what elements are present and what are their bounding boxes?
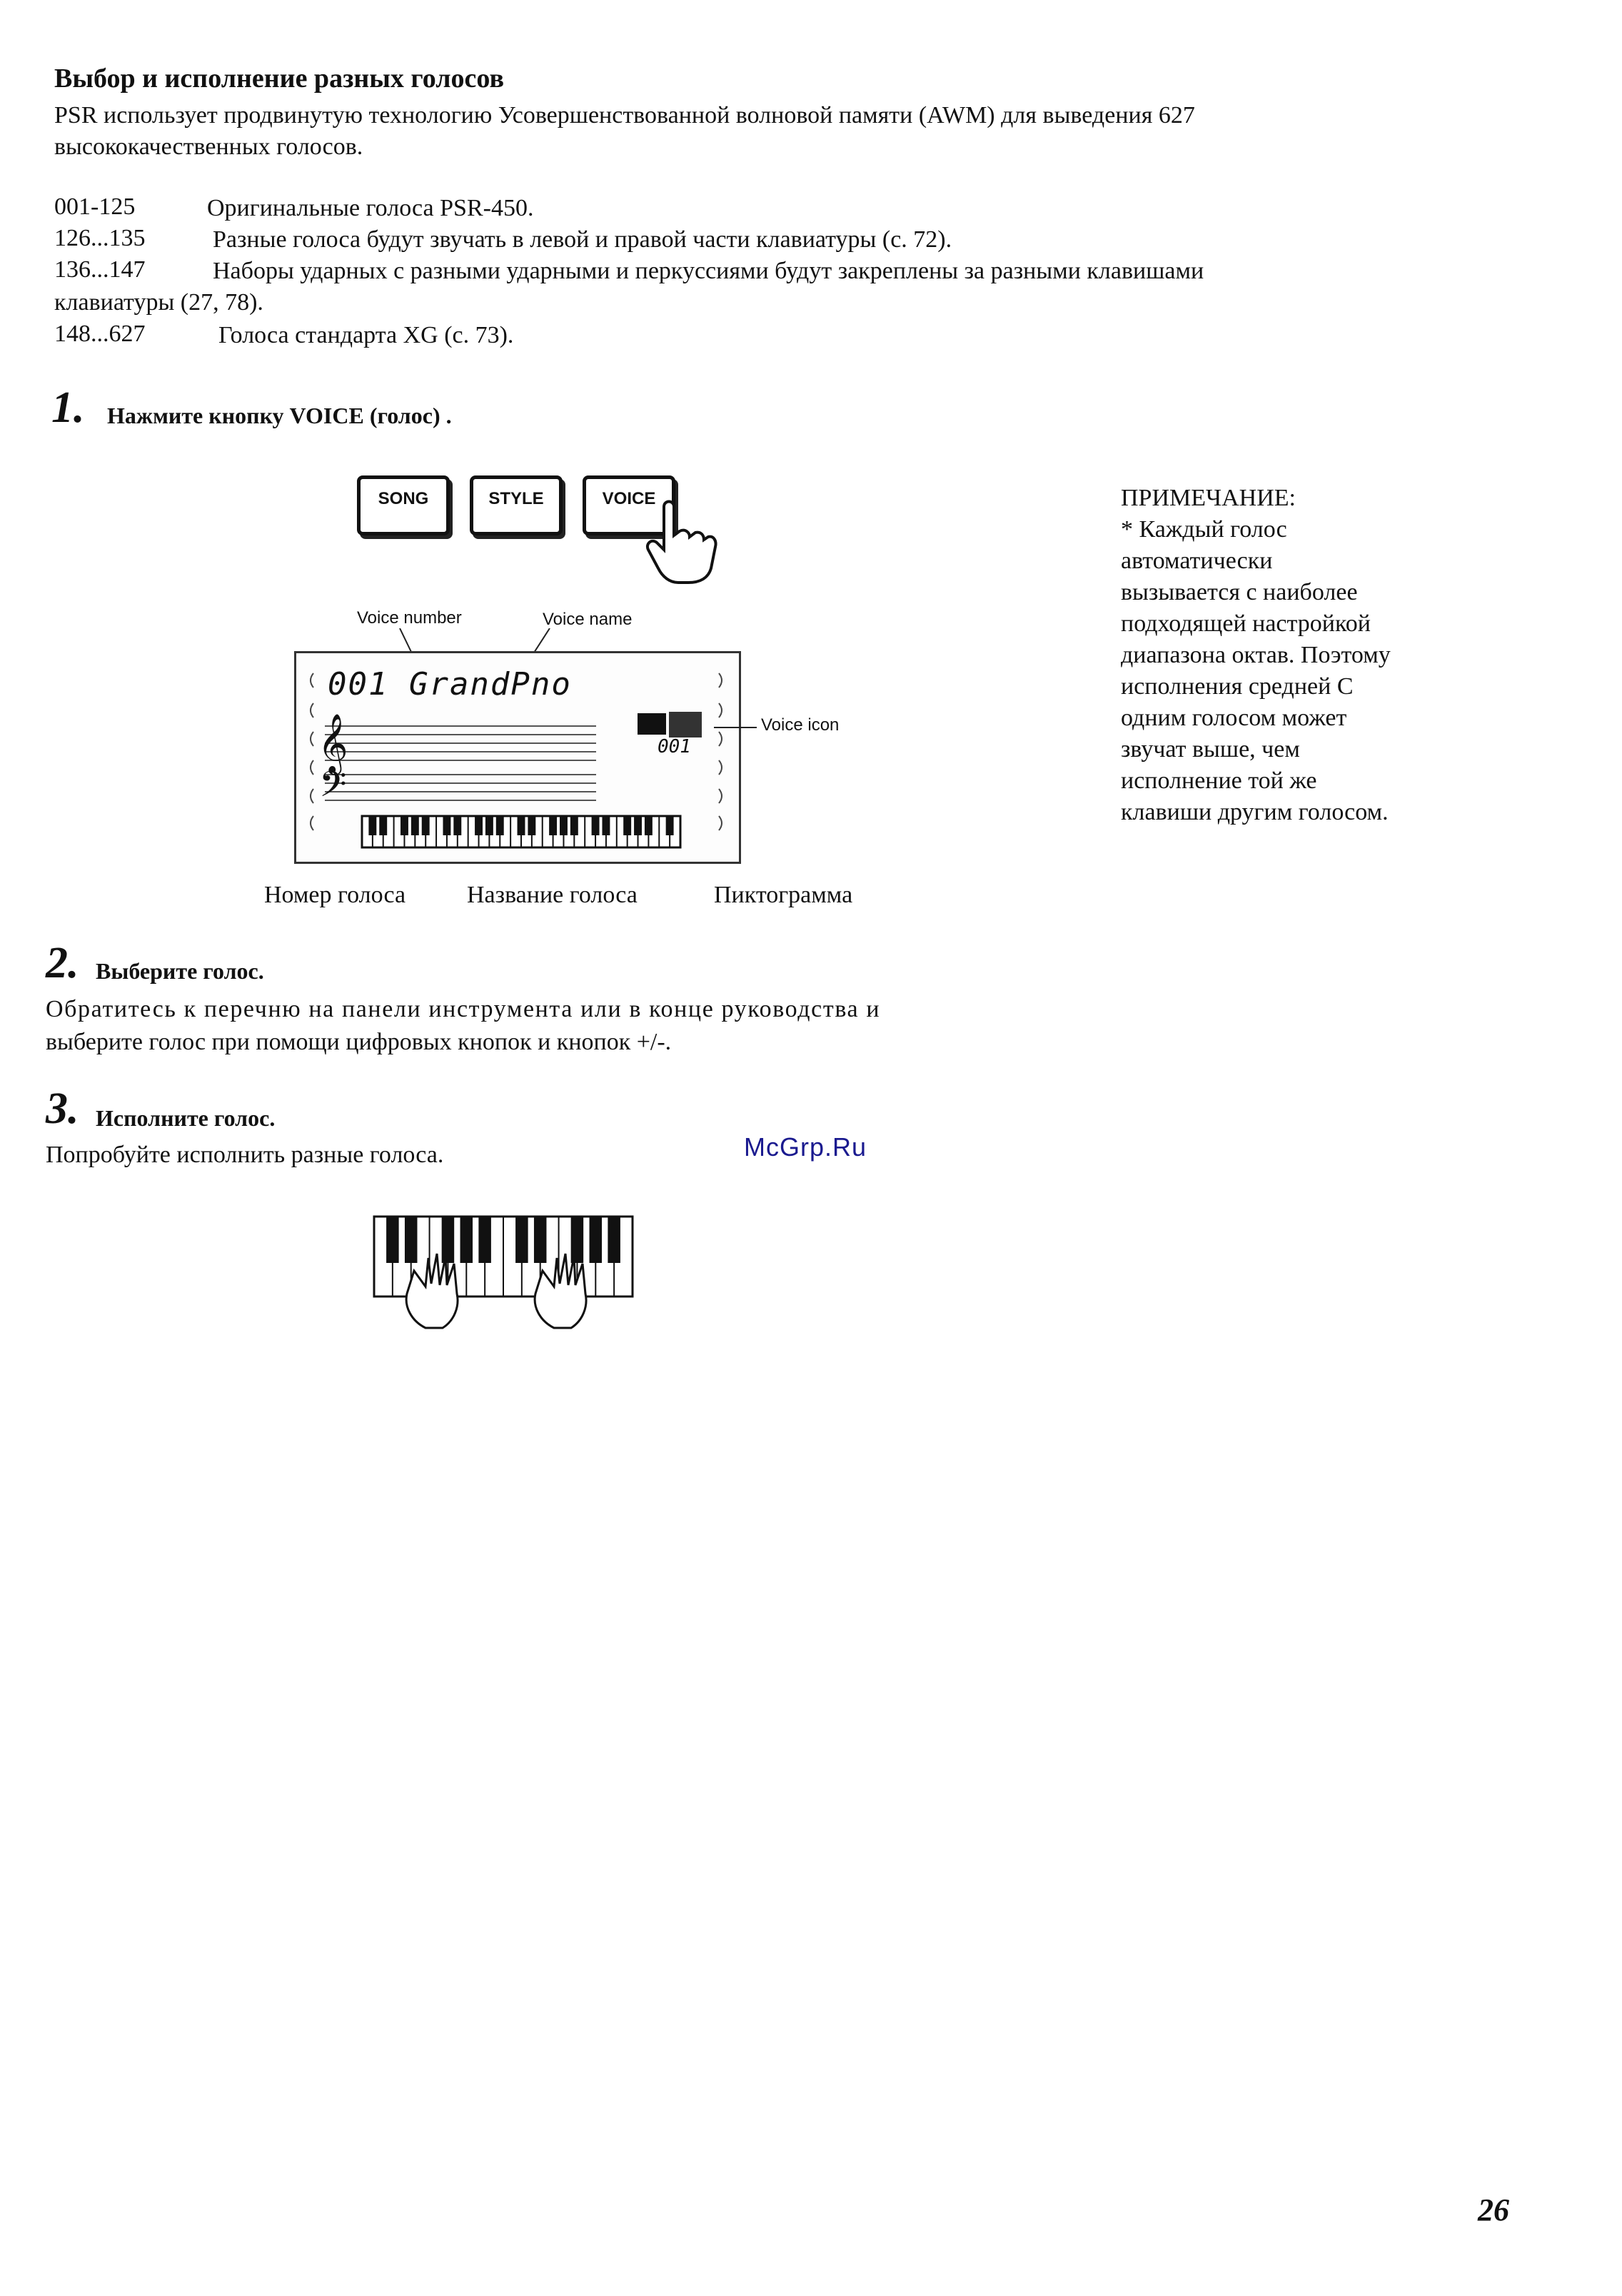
- note-line: вызывается с наиболее: [1121, 579, 1358, 605]
- note-line: автоматически: [1121, 548, 1273, 574]
- black-key: [590, 1217, 602, 1262]
- range-number: 001-125: [54, 193, 136, 220]
- black-key: [387, 1217, 398, 1262]
- black-key: [369, 816, 376, 835]
- voice-icon-callout-line: [714, 724, 758, 731]
- black-key: [518, 816, 525, 835]
- step-3-number: 3.: [46, 1084, 79, 1133]
- caption-voice-icon: Пиктограмма: [714, 882, 853, 908]
- black-key: [380, 816, 386, 835]
- step-2-number: 2.: [46, 939, 79, 987]
- black-key: [603, 816, 609, 835]
- black-key: [475, 816, 482, 835]
- note-line: * Каждый голос: [1121, 516, 1287, 543]
- range-number: 126...135: [54, 225, 146, 251]
- black-key: [624, 816, 630, 835]
- black-key: [560, 816, 567, 835]
- lcd-voice-text: 001 GrandPno: [328, 666, 572, 703]
- intro-line-1: PSR использует продвинутую технологию Усовершенствованной волновой памяти (AWM) для выведения 627: [54, 102, 1195, 129]
- black-key: [486, 816, 493, 835]
- note-line: одним голосом может: [1121, 705, 1347, 731]
- black-key: [443, 1217, 454, 1262]
- note-line: исполнение той же: [1121, 767, 1317, 794]
- black-key: [571, 816, 578, 835]
- black-key: [406, 1217, 417, 1262]
- voice-name-label: Voice name: [543, 610, 633, 629]
- step-2-text-line-2: выберите голос при помощи цифровых кнопок и кнопок +/-.: [46, 1029, 672, 1055]
- song-button[interactable]: SONG: [357, 475, 450, 535]
- black-key: [479, 1217, 490, 1262]
- voice-button[interactable]: VOICE: [583, 475, 675, 535]
- voice-icon-label: Voice icon: [761, 715, 840, 735]
- black-key: [608, 1217, 620, 1262]
- range-description: Разные голоса будут звучать в левой и правой части клавиатуры (с. 72).: [213, 226, 952, 253]
- lcd-display: [294, 651, 741, 864]
- page-number: 26: [1478, 2192, 1509, 2227]
- black-key: [535, 1217, 546, 1262]
- note-heading: ПРИМЕЧАНИЕ:: [1121, 485, 1296, 511]
- keyboard-hands-illustration: [371, 1214, 635, 1342]
- black-key: [454, 816, 460, 835]
- caption-voice-name: Название голоса: [467, 882, 638, 908]
- caption-voice-number: Номер голоса: [264, 882, 406, 908]
- svg-text:𝄞: 𝄞: [318, 713, 348, 772]
- black-key: [550, 816, 556, 835]
- step-1-number: 1.: [51, 383, 85, 432]
- black-key: [572, 1217, 583, 1262]
- intro-line-2: высококачественных голосов.: [54, 134, 363, 160]
- black-key: [497, 816, 503, 835]
- pointing-hand-icon: [643, 500, 721, 585]
- svg-text:𝄢: 𝄢: [319, 764, 347, 814]
- step-3-text: Попробуйте исполнить разные голоса.: [46, 1142, 444, 1168]
- voice-number-label: Voice number: [357, 608, 462, 628]
- watermark: McGrp.Ru: [744, 1132, 867, 1162]
- note-line: исполнения средней С: [1121, 673, 1354, 700]
- note-line: звучат выше, чем: [1121, 736, 1300, 762]
- black-key: [443, 816, 450, 835]
- range-description-continued: клавиатуры (27, 78).: [54, 289, 263, 316]
- black-key: [412, 816, 418, 835]
- lcd-graphics: [296, 653, 739, 862]
- range-description: Голоса стандарта XG (с. 73).: [218, 322, 514, 348]
- black-key: [401, 816, 408, 835]
- range-number: 148...627: [54, 321, 146, 347]
- range-description: Оригинальные голоса PSR-450.: [207, 195, 534, 221]
- step-2-label: Выберите голос.: [96, 958, 264, 984]
- black-key: [667, 816, 673, 835]
- range-description: Наборы ударных с разными ударными и перкуссиями будут закреплены за разными клавишами: [213, 258, 1204, 284]
- black-key: [645, 816, 652, 835]
- black-key: [593, 816, 599, 835]
- step-2-text-line-1: Обратитесь к перечню на панели инструмента или в конце руководства и: [46, 996, 881, 1022]
- black-key: [635, 816, 641, 835]
- black-key: [516, 1217, 528, 1262]
- black-key: [528, 816, 535, 835]
- lcd-small-number: 001: [658, 736, 691, 757]
- black-key: [423, 816, 429, 835]
- step-1-label: Нажмите кнопку VOICE (голос) .: [107, 403, 452, 428]
- note-line: клавиши другим голосом.: [1121, 799, 1389, 825]
- range-number: 136...147: [54, 256, 146, 283]
- note-line: диапазона октав. Поэтому: [1121, 642, 1391, 668]
- style-button[interactable]: STYLE: [470, 475, 563, 535]
- step-3-label: Исполните голос.: [96, 1105, 276, 1131]
- black-key: [461, 1217, 473, 1262]
- note-line: подходящей настройкой: [1121, 610, 1371, 637]
- page-title: Выбор и исполнение разных голосов: [54, 64, 504, 94]
